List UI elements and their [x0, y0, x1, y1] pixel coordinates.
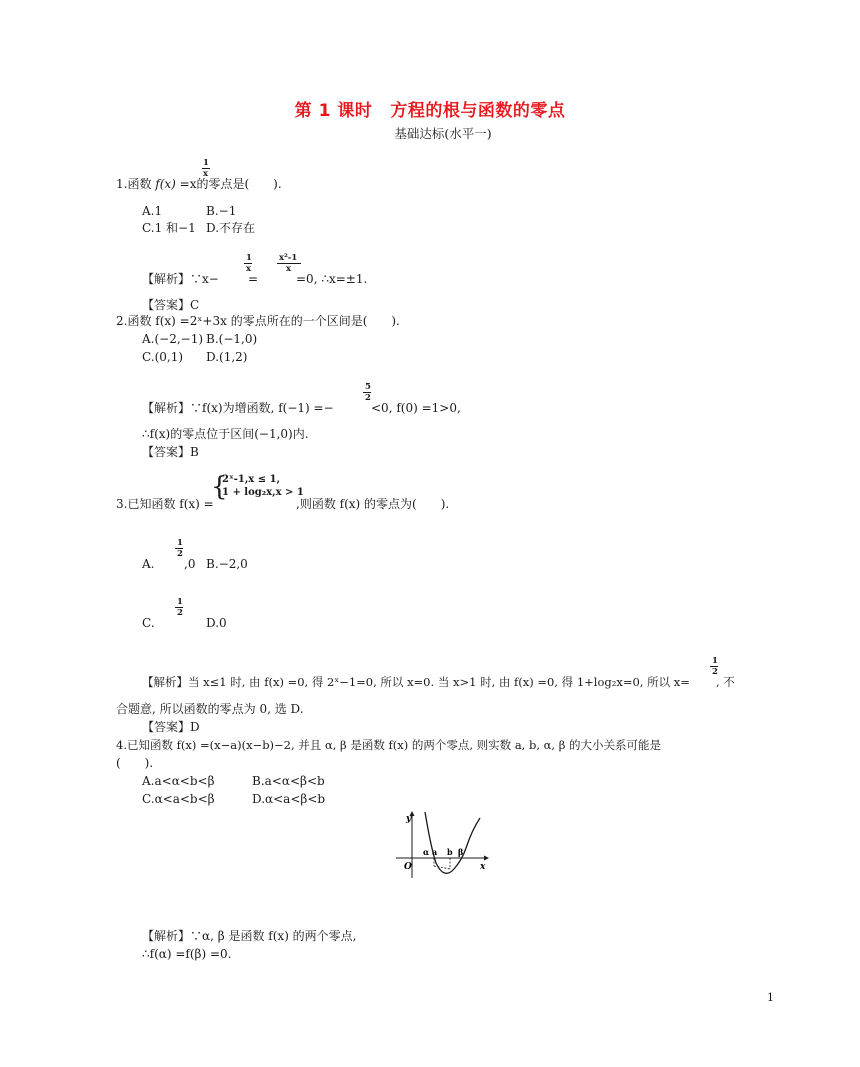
q1-analysis-frac1-num: 1 — [246, 253, 252, 263]
q2-option-a: A.(−2,−1) — [142, 332, 204, 346]
page-subtitle: 基础达标(水平一) — [394, 126, 492, 141]
q3-stem: 3.已知函数 f(x) = — [116, 497, 214, 511]
q3-option-b: B.−2,0 — [206, 557, 248, 571]
q4-option-a: A.a<α<b<β — [142, 774, 215, 788]
q1-exponent-numerator: 1 — [203, 158, 209, 168]
q2-analysis-cont: <0, f(0) =1>0, — [371, 401, 461, 415]
q2-analysis-frac-num: 5 — [365, 382, 371, 392]
origin-label: O — [404, 862, 412, 872]
q4-option-c: C.α<a<b<β — [142, 792, 215, 806]
q1-analysis — [142, 271, 219, 287]
q3-option-a-label: A. — [142, 557, 155, 571]
parabola-curve — [425, 812, 480, 873]
q2-option-c: C.(0,1) — [142, 350, 184, 364]
q3-option-a-rest: ,0 — [184, 557, 196, 571]
q1-analysis-frac2-den: x — [286, 264, 292, 274]
q3-analysis-frac-den: 2 — [712, 667, 718, 677]
q1-stem-x: =x — [175, 177, 197, 191]
q4-option-b: B.a<α<β<b — [252, 774, 325, 788]
q3-option-c-label: C. — [142, 616, 155, 630]
q3-piece-2: 1 + log₂x,x > 1 — [222, 487, 304, 498]
q1-answer: 【答案】C — [142, 298, 200, 312]
q1-analysis-label: 【解析】 — [142, 272, 191, 286]
q2-stem: 2.函数 f(x) =2ˣ+3x 的零点所在的一个区间是( ). — [116, 314, 400, 328]
q3-analysis: 【解析】当 x≤1 时, 由 f(x) =0, 得 2ˣ−1=0, 所以 x=0. 当 x>1 时, 由 f(x) =0, 得 1+log₂x=0, 所以 x= — [142, 675, 690, 689]
q4-stem-line2: ( ). — [116, 756, 154, 770]
q2-option-b: B.(−1,0) — [206, 332, 258, 346]
title-lesson: 第 1 课时 — [294, 101, 373, 121]
b-label: b — [447, 847, 453, 857]
q3-stem-cont: ,则函数 f(x) 的零点为( ). — [296, 497, 450, 511]
x-axis-label: x — [480, 862, 486, 872]
q3-option-c-frac-num: 1 — [177, 597, 183, 607]
q1-analysis-part-a: ∵x− — [190, 272, 219, 286]
q1-stem-prefix: 1.函数 — [116, 177, 156, 191]
q1-stem-fx: f(x) — [155, 177, 176, 191]
q3-analysis-frac-num: 1 — [712, 656, 718, 666]
q3-analysis-cont: , 不 — [716, 675, 735, 689]
q2-analysis: 【解析】∵f(x)为增函数, f(−1) =− — [142, 401, 334, 415]
page-number: 1 — [767, 991, 774, 1004]
q1-option-c: C.1 和−1 — [142, 221, 196, 235]
q3-piecewise-brace: { — [211, 472, 228, 502]
q2-analysis-frac-den: 2 — [365, 393, 371, 403]
q1-option-d: D.不存在 — [206, 221, 256, 235]
q1-analysis-result: =0, ∴x=±1. — [296, 272, 368, 286]
q2-option-d: D.(1,2) — [206, 350, 248, 364]
q3-answer: 【答案】D — [142, 720, 200, 734]
beta-label: β — [458, 847, 464, 857]
q3-piece-1: 2ˣ-1,x ≤ 1, — [222, 474, 281, 485]
dash-bottom — [434, 866, 450, 869]
y-axis-label: y — [406, 814, 412, 824]
q4-option-d: D.α<a<β<b — [252, 792, 326, 806]
q3-option-a-frac-den: 2 — [177, 549, 183, 559]
title-topic: 方程的根与函数的零点 — [390, 101, 566, 121]
q4-analysis-line1: 【解析】∵α, β 是函数 f(x) 的两个零点, — [142, 929, 357, 943]
a-label: a — [432, 847, 438, 857]
q1-analysis-equals: = — [248, 272, 259, 286]
q3-option-d: D.0 — [206, 616, 227, 630]
q1-exponent-denominator: x — [203, 169, 209, 179]
page-title — [0, 96, 860, 121]
x-axis-arrow — [484, 856, 489, 861]
q3-analysis-line2: 合题意, 所以函数的零点为 0, 选 D. — [116, 702, 304, 716]
q4-analysis-line2: ∴f(α) =f(β) =0. — [142, 947, 232, 961]
q1-analysis-frac1-den: x — [246, 264, 252, 274]
q2-analysis-line2: ∴f(x)的零点位于区间(−1,0)内. — [142, 427, 309, 441]
q2-answer: 【答案】B — [142, 445, 199, 459]
q4-parabola-graph — [392, 808, 492, 880]
q4-stem-line1: 4.已知函数 f(x) =(x−a)(x−b)−2, 并且 α, β 是函数 f(x) 的两个零点, 则实数 a, b, α, β 的大小关系可能是 — [116, 738, 662, 752]
q1-option-a: A.1 — [142, 204, 163, 218]
q1-analysis-frac2-num: x²-1 — [279, 253, 298, 263]
alpha-label: α — [423, 847, 430, 857]
q1-option-b: B.−1 — [206, 204, 237, 218]
q1-stem-suffix: 的零点是( ). — [196, 177, 282, 191]
q3-option-a-frac-num: 1 — [177, 538, 183, 548]
q1-stem — [116, 176, 282, 192]
q3-option-c-frac-den: 2 — [177, 608, 183, 618]
